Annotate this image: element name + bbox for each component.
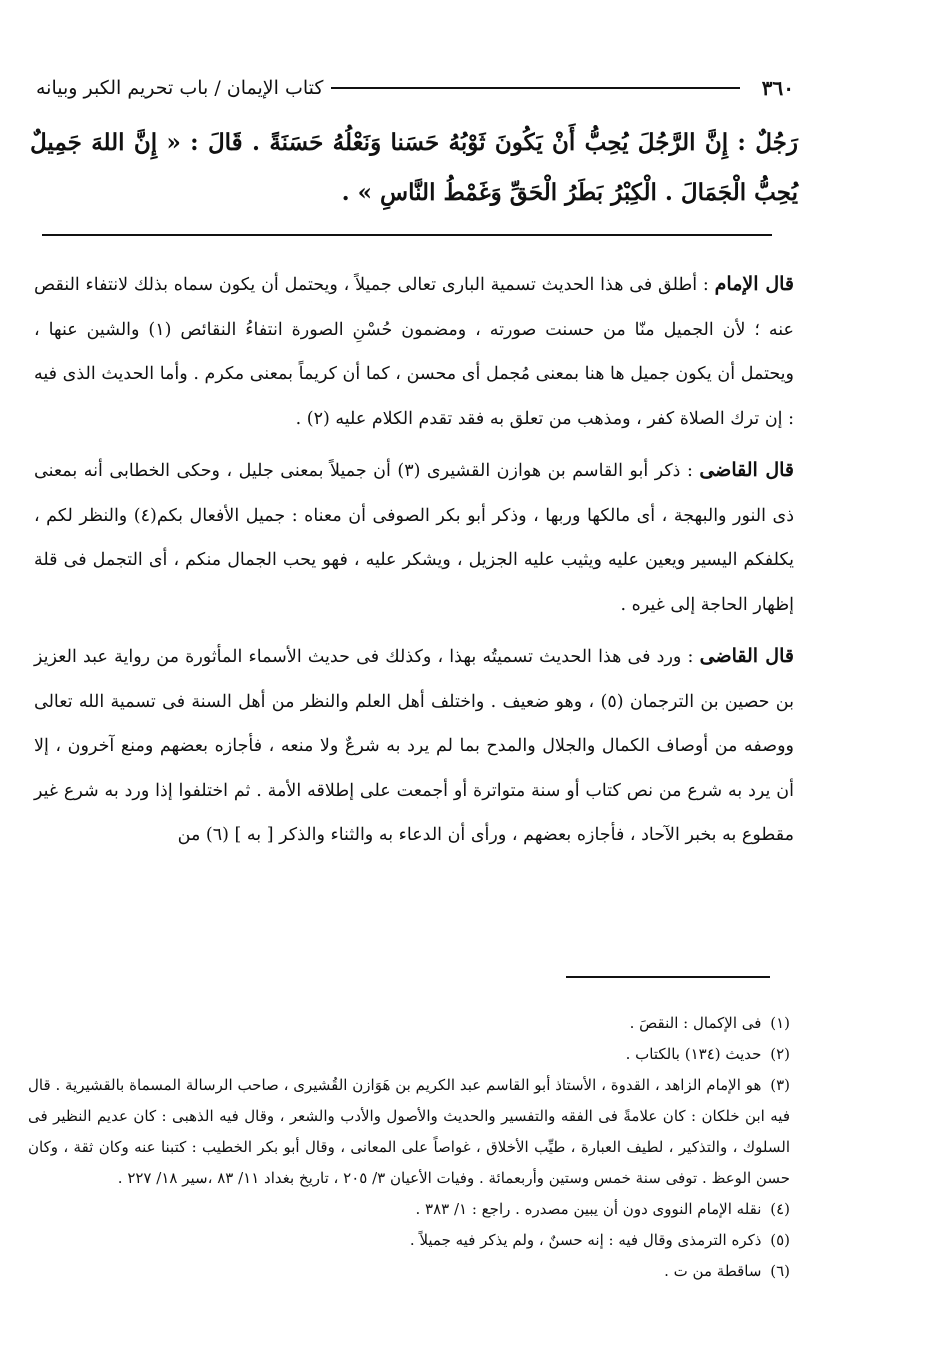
speaker-label: قال القاضى <box>699 645 794 667</box>
hadith-text: رَجُلٌ : إِنَّ الرَّجُلَ يُحِبُّ أَنْ يَكُونَ ثَوْبُهُ حَسَنا وَنَعْلُهُ حَسَنَةً . قَالَ : « إِنَّ اللهَ جَمِيلٌ يُحِبُّ الْجَمَالَ . الْكِبْرُ بَطَرُ الْحَقِّ وَغَمْطُ النَّاسِ » . <box>30 129 798 206</box>
footnote-text: هو الإمام الزاهد ، القدوة ، الأستاذ أبو القاسم عبد الكريم بن هَوَازن القُشيرى ، صاحب الرسالة المسماة بالقشيرية . قال فيه ابن خلكان : كان علامةً فى الفقه والتفسير والحديث والأصول والأدب والشعر ، وقال فيه الذهبى : كان عديم النظير فى السلوك ، والتذكير ، لطيف العبارة ، طيِّب الأخلاق ، غواصاً على المعانى ، وقال أبو بكر الخطيب : كتبنا عنه وكان ثقة ، وكان حسن الوعظ . توفى سنة خمس وستين وأربعمائة . وفيات الأعيان ٣/ ٢٠٥ ، تاريخ بغداد ١١/ ٨٣ ،سير ١٨/ ٢٢٧ . <box>28 1076 791 1187</box>
section-divider <box>42 234 772 236</box>
footnote <box>28 1256 790 1287</box>
footnote-number: (٢) <box>770 1045 790 1063</box>
footnote <box>28 1008 790 1039</box>
page-header <box>36 68 794 108</box>
paragraph-text: : ذكر أبو القاسم بن هوازن القشيرى (٣) أن جميلاً بمعنى جليل ، وحكى الخطابى أنه بمعنى ذى النور والبهجة ، أى مالكها وربها ، وذكر أبو بكر الصوفى أن معناه : جميل الأفعال بكم(٤) والنظر لكم ، يكلفكم اليسير ويعين عليه ويثيب عليه الجزيل ، ويشكر عليه ، فهو يحب الجمال منكم ، أى التجمل فى قلة إظهار الحاجة إلى غيره . <box>34 461 794 615</box>
footnote-text: حديث (١٣٤) بالكتاب . <box>625 1045 762 1063</box>
footnote-number: (٤) <box>770 1200 790 1218</box>
footnote-text: نقله الإمام النووى دون أن يبين مصدره . راجع : ١/ ٣٨٣ . <box>415 1200 762 1218</box>
footnote <box>28 1039 790 1070</box>
paragraph-text: : ورد فى هذا الحديث تسميتُه بهذا ، وكذلك فى حديث الأسماء المأثورة من رواية عبد العزيز بن حصين بن الترجمان (٥) ، وهو ضعيف . واختلف أهل العلم والنظر من أهل السنة فى تسمية الله تعالى ووصفه من أوصاف الكمال والجلال والمدح بما لم يرد به شرعٌ ولا منعه ، فأجازه بعضهم ومنع آخرون ، إلا أن يرد به شرع من نص كتاب أو سنة متواترة أو أجمعت على إطلاقه الأمة . ثم اختلفوا إذا ورد به شرع غير مقطوع به بخبر الآحاد ، فأجازه بعضهم ، ورأى أن الدعاء به والثناء والذكر [ به ] (٦) من <box>34 647 794 845</box>
commentary-paragraph <box>34 448 794 627</box>
commentary-paragraph <box>34 634 794 858</box>
footnote <box>28 1194 790 1225</box>
speaker-label: قال الإمام <box>714 273 794 295</box>
footnote-text: ساقطة من ت . <box>664 1262 762 1280</box>
footnote-text: فى الإكمال : النقصَ . <box>629 1014 762 1032</box>
footnote-number: (١) <box>770 1014 790 1032</box>
running-head: كتاب الإيمان / باب تحريم الكبر وبيانه <box>36 77 324 99</box>
footnote-number: (٥) <box>770 1231 790 1249</box>
footnote <box>28 1225 790 1256</box>
footnote-number: (٣) <box>770 1076 790 1094</box>
footnotes <box>28 1008 790 1287</box>
commentary <box>34 262 794 865</box>
footnote-text: ذكره الترمذى وقال فيه : إنه حسنٌ ، ولم يذكر فيه جميلاً . <box>409 1231 762 1249</box>
page-number: ٣٦٠ <box>761 76 794 100</box>
footnote-number: (٦) <box>770 1262 790 1280</box>
footnote <box>28 1070 790 1194</box>
footnote-divider <box>566 976 770 978</box>
commentary-paragraph <box>34 262 794 441</box>
paragraph-text: : أطلق فى هذا الحديث تسمية البارى تعالى جميلاً ، ويحتمل أن يكون سماه بذلك لانتفاء النقص عنه ؛ لأن الجميل منّا من حسنت صورته ، ومضمون حُسْنِ الصورة انتفاءُ النقائص (١) والشين عنها ، ويحتمل أن يكون جميل ها هنا بمعنى مُجمل أى محسن ، كما أن كريماً بمعنى مكرم . وأما الحديث الذى فيه : إن ترك الصلاة كفر ، ومذهب من تعلق به فقد تقدم الكلام عليه (٢) . <box>34 275 794 429</box>
speaker-label: قال القاضى <box>699 459 794 481</box>
header-rule <box>331 87 739 89</box>
